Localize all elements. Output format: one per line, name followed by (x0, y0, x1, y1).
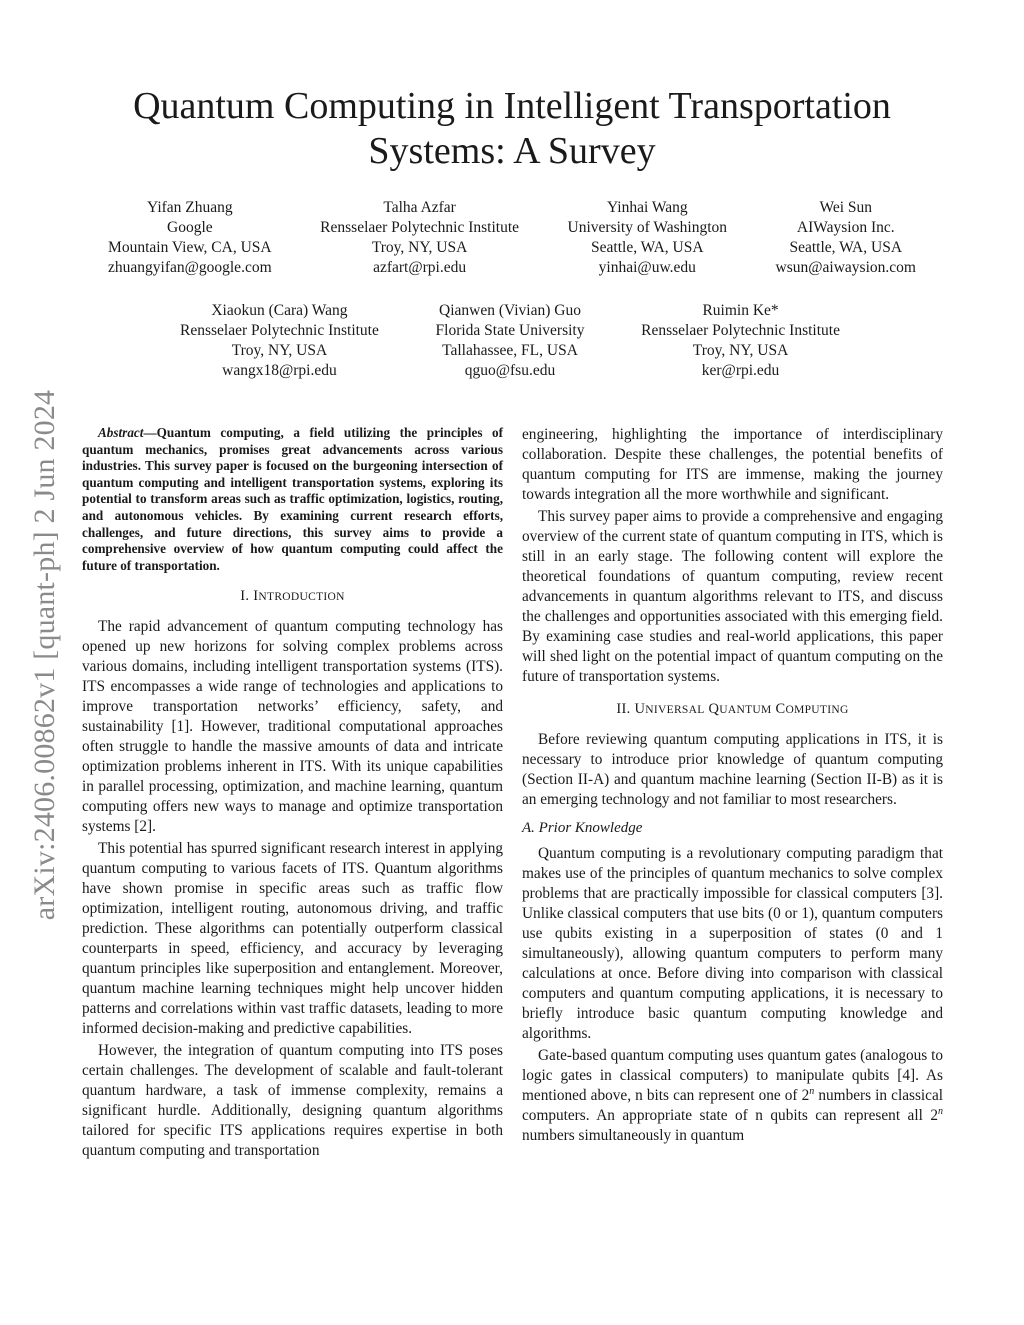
author-email: wangx18@rpi.edu (222, 362, 337, 379)
prior-knowledge-paragraph-1: Quantum computing is a revolutionary computing paradigm that makes use of the principles of quantum mechanics to solve complex problems that are practically impossible for classical computers [3]. Unlike classical computers that use bits (0 or 1), quantum computers use qubits existing in a superposition of states (0 and 1 simultaneously), allowing quantum computers to perform many calculations at once. Before diving into comparison with classical computers and quantum computing applications, it is necessary to briefly introduce basic quantum computing knowledge and algorithms. (522, 845, 943, 1042)
arxiv-side-stamp (22, 355, 68, 955)
author-block (108, 198, 272, 278)
author-name: Talha Azfar (383, 199, 456, 216)
author-block (320, 198, 519, 278)
author-email: wsun@aiwaysion.com (775, 259, 916, 276)
title-rest-uantum: UANTUM (719, 704, 772, 716)
author-email: ker@rpi.edu (701, 362, 780, 379)
author-block (776, 198, 916, 278)
author-affiliation: Rensselaer Polytechnic Institute (641, 322, 840, 339)
paper-title: Quantum Computing in Intelligent Transportation Systems: A Survey (133, 85, 891, 172)
intro-paragraph-2: This potential has spurred significant research interest in applying quantum computing to various facets of ITS. Quantum algorithms have shown promise in specific areas such as traffic flow optimization, intelligent routing, autonomous driving, and traffic prediction. These algorithms can potentially outperform classical counterparts in speed, efficiency, and accuracy by leveraging quantum principles like superposition and entanglement. Moreover, quantum machine learning techniques might help uncover hidden patterns and correlations within vast traffic datasets, leading to more informed decision-making and predictive capabilities. (82, 840, 503, 1038)
author-name: Ruimin Ke* (702, 302, 779, 319)
author-location: Seattle, WA, USA (591, 239, 704, 256)
subsection-heading-prior-knowledge: A. Prior Knowledge (522, 820, 643, 836)
author-location: Troy, NY, USA (371, 239, 468, 256)
intro-paragraph-3-continued: engineering, highlighting the importance of interdisciplinary collaboration. Despite these challenges, the potential benefits of quantum computing for ITS are immense, making the journey towards integration all the more worthwhile and significant. (522, 426, 943, 503)
author-location: Tallahassee, FL, USA (442, 342, 578, 359)
paragraph-text: Gate-based quantum computing uses quantum gates (analogous to logic gates in classical computers) to manipulate qubits [4]. As mentioned above, n bits can represent one of 2 (522, 1047, 943, 1104)
superscript-n: n (809, 1085, 815, 1097)
author-affiliation: Florida State University (435, 322, 585, 339)
author-location: Troy, NY, USA (231, 342, 328, 359)
author-location: Seattle, WA, USA (789, 239, 903, 256)
author-block (436, 301, 585, 381)
author-block (641, 301, 840, 381)
author-affiliation: Rensselaer Polytechnic Institute (180, 322, 379, 339)
superscript-n: n (938, 1105, 943, 1117)
author-affiliation: Rensselaer Polytechnic Institute (320, 219, 520, 236)
authors-row-2 (180, 301, 840, 381)
author-email: zhuangyifan@google.com (108, 259, 272, 276)
abstract-text: Quantum computing, a field utilizing the principles of quantum mechanics, promises great advancements across various industries. This survey paper is focused on the burgeoning intersection of quantum computing and intelligent transportation systems, exploring its potential to transform areas such as traffic optimization, logistics, routing, and autonomous vehicles. By examining current research efforts, challenges, and future directions, this survey aims to provide a comprehensive overview of how quantum computing could affect the future of transportation. (82, 425, 503, 573)
author-affiliation: Google (167, 219, 213, 236)
abstract-dash: — (143, 425, 157, 440)
title-initial-c: C (775, 701, 786, 717)
title-rest-niversal: NIVERSAL (645, 704, 705, 716)
abstract-lead: Abstract (98, 425, 144, 440)
section-heading-universal-quantum-computing (522, 699, 943, 720)
section-title-rest: NTRODUCTION (258, 591, 345, 604)
left-column (82, 425, 503, 1163)
author-name: Yinhai Wang (606, 199, 688, 216)
author-location: Troy, NY, USA (692, 342, 789, 359)
section-numeral: II. (616, 701, 631, 717)
author-name: Yifan Zhuang (146, 199, 233, 216)
author-block (180, 301, 379, 381)
section2-intro-paragraph: Before reviewing quantum computing applications in ITS, it is necessary to introduce prior knowledge of quantum computing (Section II-A) and quantum machine learning (Section II-B) as it is an emerging technology and not familiar to most researchers. (522, 731, 943, 808)
title-initial-q: Q (708, 701, 720, 717)
section-numeral: I. (240, 588, 250, 605)
author-block (568, 198, 727, 278)
author-email: yinhai@uw.edu (598, 259, 696, 276)
author-email: qguo@fsu.edu (464, 362, 556, 379)
paragraph-text: numbers in classical computers. An appropriate state of n qubits can represent all 2 (522, 1087, 943, 1124)
intro-paragraph-1: The rapid advancement of quantum computing technology has opened up new horizons for solving complex problems across various domains, including intelligent transportation systems (ITS). ITS encompasses a wide range of technologies and applications to improve transportation networks’ efficiency, safety, and sustainability [1]. However, traditional computational approaches often struggle to handle the massive amounts of data and intricate optimization problems inherent in ITS. With its unique capabilities in parallel processing, optimization, and machine learning, quantum computing offers new ways to manage and optimize transportation systems [2]. (82, 618, 503, 836)
paragraph-text: numbers simultaneously in quantum (522, 1127, 745, 1144)
abstract (82, 425, 503, 574)
author-name: Qianwen (Vivian) Guo (439, 302, 581, 319)
arxiv-identifier: arXiv:2406.00862v1 [quant-ph] 2 Jun 2024 (28, 389, 61, 921)
title-rest-omputing: OMPUTING (785, 704, 849, 716)
intro-paragraph-4: This survey paper aims to provide a comprehensive and engaging overview of the current state of quantum computing in ITS, which is still in an early stage. The following content will explore the theoretical foundations of quantum computing, review recent advancements in quantum algorithms relevant to ITS, and discuss the challenges and opportunities associated with this emerging field. By examining case studies and real-world applications, this paper will shed light on the potential impact of quantum computing on the future of transportation systems. (522, 508, 943, 685)
author-location: Mountain View, CA, USA (108, 239, 272, 256)
author-affiliation: University of Washington (567, 219, 728, 236)
prior-knowledge-paragraph-2 (522, 1046, 943, 1146)
author-affiliation: AIWaysion Inc. (796, 219, 895, 236)
title-initial-u: U (634, 701, 646, 717)
section-heading-introduction (82, 586, 503, 607)
intro-paragraph-3: However, the integration of quantum computing into ITS poses certain challenges. The development of scalable and fault-tolerant quantum hardware, a task of immense complexity, remains a significant hurdle. Additionally, designing quantum algorithms tailored for specific ITS applications requires expertise in both quantum computing and transportation (82, 1042, 503, 1160)
author-name: Xiaokun (Cara) Wang (211, 302, 348, 319)
authors-row-1 (108, 198, 916, 278)
author-email: azfart@rpi.edu (373, 259, 467, 276)
author-name: Wei Sun (819, 199, 873, 216)
right-column (522, 425, 943, 1148)
section-title-initial: I (253, 588, 259, 605)
